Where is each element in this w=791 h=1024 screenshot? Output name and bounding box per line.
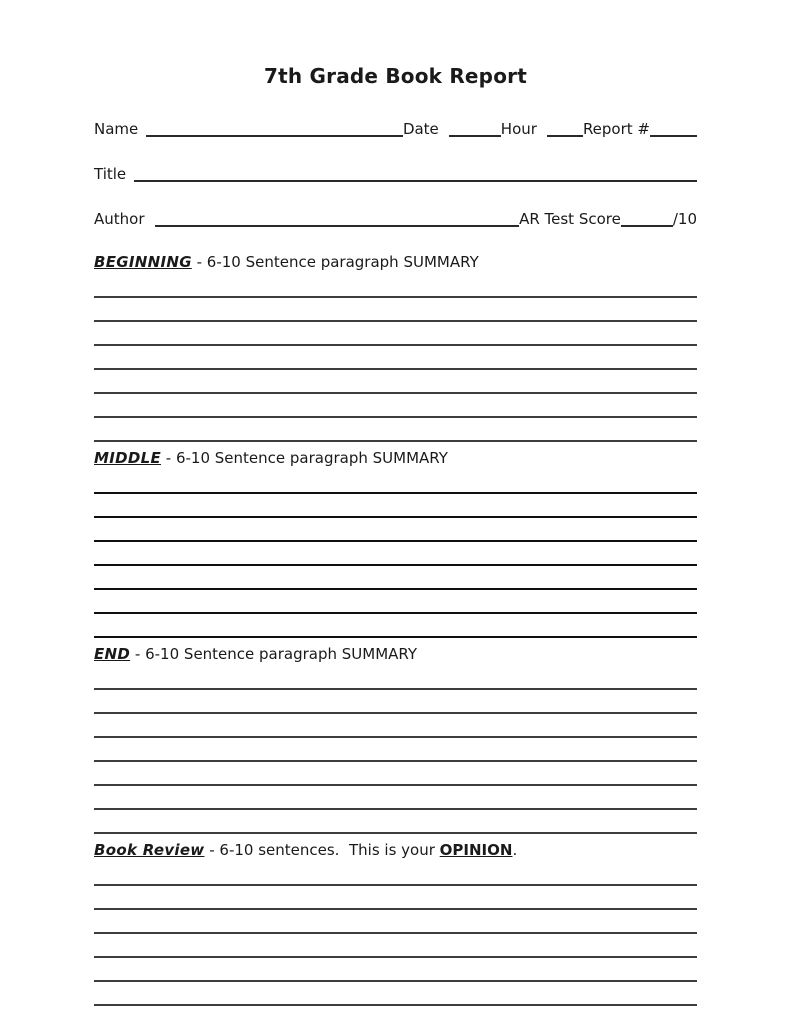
- section-description: - 6-10 Sentence paragraph SUMMARY: [161, 449, 448, 467]
- writing-line: [94, 958, 697, 982]
- author-blank: [155, 225, 520, 227]
- section-description: - 6-10 Sentence paragraph SUMMARY: [130, 645, 418, 663]
- section-description-suffix: .: [512, 841, 518, 859]
- date-blank: [449, 135, 501, 137]
- writing-line: [94, 690, 697, 714]
- ar-score-denominator: /10: [672, 210, 697, 228]
- writing-line: [94, 590, 697, 614]
- section-emphasis: OPINION: [439, 841, 513, 859]
- hour-label: Hour: [500, 120, 537, 138]
- writing-line: [94, 394, 697, 418]
- writing-line: [94, 614, 697, 638]
- writing-line: [94, 886, 697, 910]
- writing-line: [94, 910, 697, 934]
- writing-lines-end: [94, 666, 697, 834]
- writing-line: [94, 762, 697, 786]
- section-beginning: [94, 253, 697, 442]
- writing-line: [94, 346, 697, 370]
- book-title-blank: [134, 180, 697, 182]
- name-label: Name: [94, 120, 139, 138]
- writing-line: [94, 418, 697, 442]
- writing-line: [94, 274, 697, 298]
- page-title: 7th Grade Book Report: [264, 64, 527, 88]
- section-middle: [94, 449, 697, 638]
- section-header-book-review: [94, 841, 697, 862]
- writing-line: [94, 566, 697, 590]
- writing-line: [94, 862, 697, 886]
- section-keyword: END: [94, 645, 131, 663]
- writing-line: [94, 322, 697, 346]
- section-keyword: BEGINNING: [94, 253, 192, 271]
- writing-line: [94, 470, 697, 494]
- name-date-hour-report-row: [94, 118, 697, 138]
- writing-line: [94, 786, 697, 810]
- author-label: Author: [94, 210, 145, 228]
- hour-blank: [547, 135, 583, 137]
- writing-line: [94, 298, 697, 322]
- name-blank: [146, 135, 403, 137]
- writing-line: [94, 982, 697, 1006]
- writing-line: [94, 370, 697, 394]
- writing-line: [94, 666, 697, 690]
- date-label: Date: [402, 120, 439, 138]
- section-description-prefix: - 6-10 sentences. This is your: [204, 841, 440, 859]
- ar-test-score-blank: [621, 225, 673, 227]
- writing-line: [94, 738, 697, 762]
- writing-lines-book-review: [94, 862, 697, 1006]
- writing-lines-beginning: [94, 274, 697, 442]
- ar-test-score-label: AR Test Score: [519, 210, 621, 228]
- writing-line: [94, 934, 697, 958]
- book-title-label: Title: [94, 165, 127, 183]
- section-header-beginning: [94, 253, 697, 274]
- section-header-middle: [94, 449, 697, 470]
- book-title-row: [94, 163, 697, 183]
- writing-lines-middle: [94, 470, 697, 638]
- writing-line: [94, 714, 697, 738]
- author-ar-score-row: [94, 208, 697, 228]
- section-end: [94, 645, 697, 834]
- section-keyword: MIDDLE: [94, 449, 162, 467]
- report-sections: [94, 253, 697, 1006]
- writing-line: [94, 542, 697, 566]
- section-book-review: [94, 841, 697, 1006]
- section-description: - 6-10 Sentence paragraph SUMMARY: [191, 253, 479, 271]
- section-keyword: Book Review: [94, 841, 205, 859]
- report-number-blank: [650, 135, 697, 137]
- writing-line: [94, 518, 697, 542]
- writing-line: [94, 810, 697, 834]
- section-header-end: [94, 645, 697, 666]
- report-number-label: Report #: [582, 120, 650, 138]
- writing-line: [94, 494, 697, 518]
